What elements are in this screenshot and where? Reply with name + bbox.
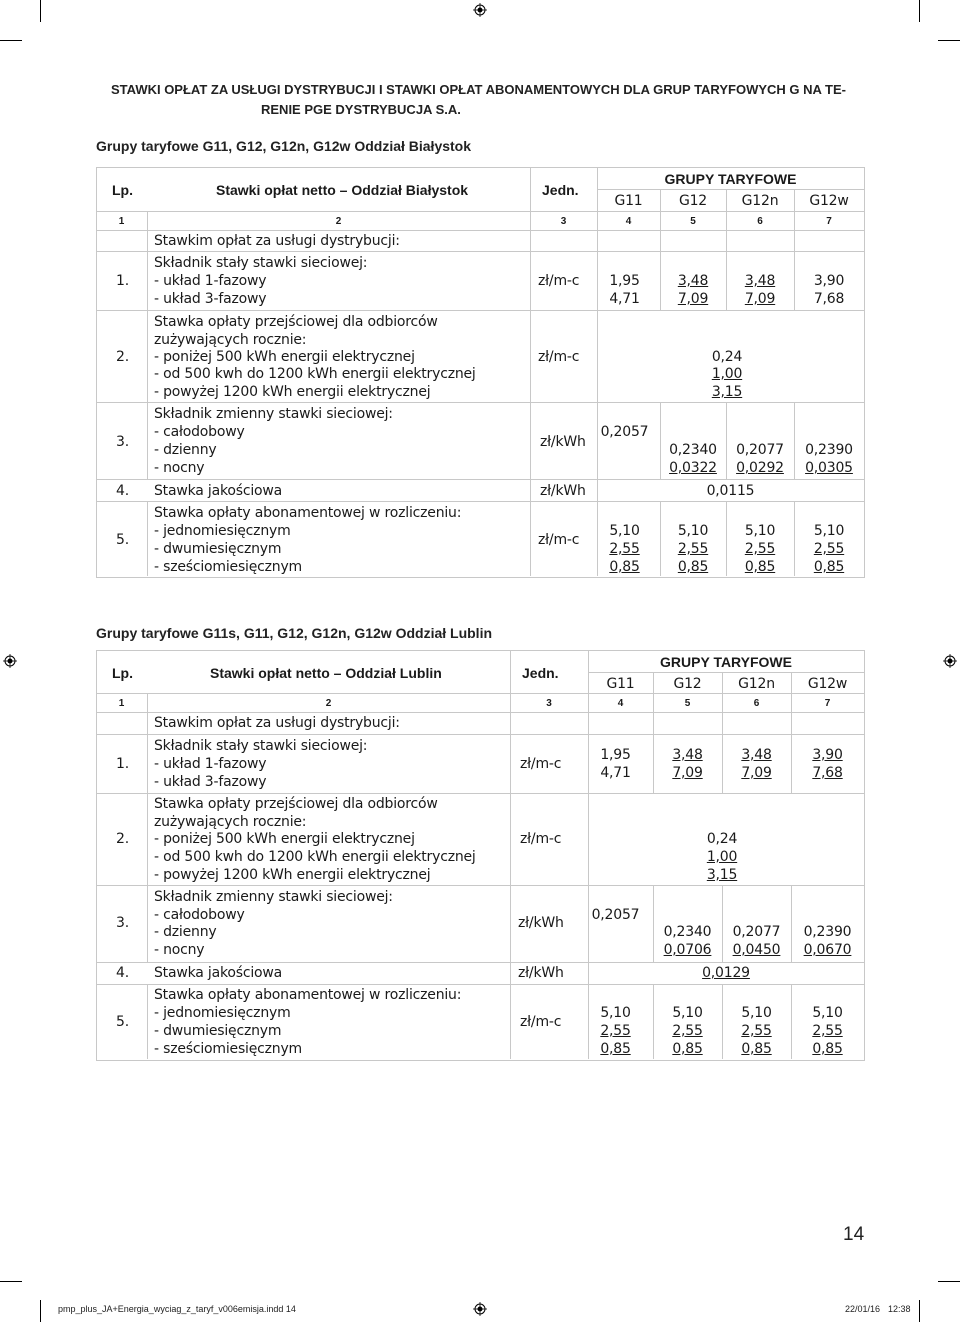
col-number: 5 bbox=[690, 216, 696, 227]
row-label-line: - jednomiesięcznym bbox=[154, 523, 291, 539]
page-title-line-2: RENIE PGE DYSTRYBUCJA S.A. bbox=[261, 102, 461, 117]
header-col-g12n: G12n bbox=[738, 676, 775, 692]
value-cell: 7,68 bbox=[813, 291, 845, 307]
value-cell: 1,00 bbox=[711, 366, 743, 382]
value-cell: 7,09 bbox=[672, 765, 703, 781]
value-cell: 0,0450 bbox=[732, 942, 781, 958]
section-title: Grupy taryfowe G11s, G11, G12, G12n, G12w Oddział Lublin bbox=[96, 625, 493, 641]
crop-mark bbox=[40, 1300, 41, 1322]
row-unit: zł/m-c bbox=[538, 349, 580, 365]
row-label-line: - dwumiesięcznym bbox=[154, 1023, 282, 1039]
header-col-g12: G12 bbox=[678, 193, 708, 209]
value-cell: 3,48 bbox=[741, 747, 772, 763]
header-col-g11: G11 bbox=[606, 676, 635, 692]
header-lp: Lp. bbox=[112, 665, 133, 681]
row-label-line: - układ 1-fazowy bbox=[154, 273, 267, 289]
value-cell: 2,55 bbox=[600, 1023, 631, 1039]
row-lp: 5. bbox=[116, 532, 129, 548]
row-lp: 1. bbox=[116, 273, 129, 289]
header-col-g12w: G12w bbox=[809, 193, 849, 209]
row-lp: 5. bbox=[116, 1014, 129, 1030]
row-unit: zł/kWh bbox=[518, 915, 564, 931]
row-label-line: - sześciomiesięcznym bbox=[154, 1041, 302, 1057]
value-cell: 2,55 bbox=[812, 1023, 843, 1039]
header-unit: Jedn. bbox=[542, 182, 579, 198]
header-unit: Jedn. bbox=[522, 665, 559, 681]
value-cell: 2,55 bbox=[813, 541, 845, 557]
row-label-line: Stawka jakościowa bbox=[154, 483, 283, 499]
value-cell: 5,10 bbox=[677, 523, 709, 539]
row-unit: zł/kWh bbox=[518, 965, 564, 981]
value-cell: 0,85 bbox=[741, 1041, 772, 1057]
value-cell: 0,2390 bbox=[805, 442, 853, 458]
row-label-line: - nocny bbox=[154, 460, 205, 476]
value-cell: 3,90 bbox=[812, 747, 843, 763]
header-groups: GRUPY TARYFOWE bbox=[664, 171, 797, 187]
col-number: 2 bbox=[335, 216, 342, 227]
value-cell: 0,0115 bbox=[706, 483, 755, 499]
value-cell: 4,71 bbox=[609, 291, 640, 307]
value-cell: 2,55 bbox=[672, 1023, 703, 1039]
value-cell: 5,10 bbox=[812, 1005, 843, 1021]
row-label-line: - poniżej 500 kWh energii elektrycznej bbox=[154, 831, 415, 847]
registration-mark-icon bbox=[943, 654, 957, 668]
value-cell: 0,2077 bbox=[732, 924, 781, 940]
row-lp: 3. bbox=[116, 434, 129, 450]
row-unit: zł/kWh bbox=[540, 434, 586, 450]
value-cell: 3,15 bbox=[711, 384, 743, 400]
value-cell: 3,48 bbox=[677, 273, 709, 289]
value-cell: 7,68 bbox=[812, 765, 843, 781]
registration-mark-icon bbox=[473, 3, 487, 17]
footer-time: 12:38 bbox=[888, 1304, 911, 1314]
footer-date: 22/01/16 bbox=[845, 1304, 881, 1314]
header-col-g12n: G12n bbox=[741, 193, 779, 209]
value-cell: 5,10 bbox=[609, 523, 640, 539]
value-cell: 0,0292 bbox=[736, 460, 784, 476]
row-unit: zł/m-c bbox=[538, 273, 580, 289]
row-label-line: - powyżej 1200 kWh energii elektrycznej bbox=[154, 384, 431, 400]
value-cell: 0,85 bbox=[609, 559, 640, 575]
row-label-line: Składnik zmienny stawki sieciowej: bbox=[154, 406, 393, 422]
row-label-line: - od 500 kwh do 1200 kWh energii elektrycznej bbox=[154, 366, 476, 382]
col-number: 2 bbox=[325, 698, 332, 709]
crop-mark bbox=[40, 0, 41, 22]
row-label-line: zużywających rocznie: bbox=[154, 332, 307, 348]
row-unit: zł/m-c bbox=[520, 1014, 562, 1030]
page-title bbox=[111, 80, 871, 120]
row-label-line: - dzienny bbox=[154, 442, 217, 458]
value-cell: 0,85 bbox=[813, 559, 845, 575]
col-number: 5 bbox=[684, 698, 691, 709]
row-label-line: - powyżej 1200 kWh energii elektrycznej bbox=[154, 867, 431, 883]
row-lp: 4. bbox=[116, 483, 129, 499]
row-unit: zł/m-c bbox=[520, 831, 562, 847]
intro-row: Stawkim opłat za usługi dystrybucji: bbox=[154, 715, 400, 731]
row-lp: 2. bbox=[116, 349, 129, 365]
col-number: 6 bbox=[757, 216, 763, 227]
crop-mark bbox=[0, 40, 22, 41]
crop-mark bbox=[0, 1281, 22, 1282]
col-number: 7 bbox=[824, 698, 831, 709]
row-label-line: Stawka opłaty przejściowej dla odbiorców bbox=[154, 314, 438, 330]
row-lp: 4. bbox=[116, 965, 129, 981]
row-label-line: Składnik stały stawki sieciowej: bbox=[154, 738, 368, 754]
value-cell: 0,0129 bbox=[702, 965, 750, 981]
row-unit: zł/m-c bbox=[538, 532, 580, 548]
header-name: Stawki opłat netto – Oddział Białystok bbox=[216, 182, 469, 198]
value-cell: 0,2077 bbox=[736, 442, 784, 458]
row-label-line: Składnik zmienny stawki sieciowej: bbox=[154, 889, 393, 905]
row-label-line: - układ 3-fazowy bbox=[154, 291, 267, 307]
section-title: Grupy taryfowe G11, G12, G12n, G12w Oddział Białystok bbox=[96, 138, 472, 154]
value-cell: 3,48 bbox=[672, 747, 703, 763]
header-groups: GRUPY TARYFOWE bbox=[660, 654, 792, 670]
row-label-line: - całodobowy bbox=[154, 907, 245, 923]
page-title-line-1: STAWKI OPŁAT ZA USŁUGI DYSTRYBUCJI I STAWKI OPŁAT ABONAMENTOWYCH DLA GRUP TARYFOWYCH G NA TE- bbox=[111, 82, 846, 97]
row-label-line: - nocny bbox=[154, 942, 205, 958]
value-cell: 0,2057 bbox=[591, 907, 640, 923]
value-cell: 0,0670 bbox=[803, 942, 852, 958]
value-cell: 0,0305 bbox=[805, 460, 853, 476]
row-label-line: - całodobowy bbox=[154, 424, 245, 440]
header-lp: Lp. bbox=[112, 182, 133, 198]
row-lp: 2. bbox=[116, 831, 129, 847]
crop-mark bbox=[938, 1281, 960, 1282]
header-name: Stawki opłat netto – Oddział Lublin bbox=[210, 665, 442, 681]
value-cell: 2,55 bbox=[741, 1023, 772, 1039]
col-number: 6 bbox=[753, 698, 760, 709]
value-cell: 5,10 bbox=[744, 523, 776, 539]
col-number: 4 bbox=[617, 698, 624, 709]
col-number: 1 bbox=[118, 698, 125, 709]
row-label-line: zużywających rocznie: bbox=[154, 814, 307, 830]
crop-mark bbox=[919, 1300, 920, 1322]
row-unit: zł/m-c bbox=[520, 756, 562, 772]
value-cell: 5,10 bbox=[600, 1005, 631, 1021]
value-cell: 1,00 bbox=[706, 849, 738, 865]
value-cell: 7,09 bbox=[741, 765, 772, 781]
row-label-line: - dzienny bbox=[154, 924, 217, 940]
row-label-line: Stawka opłaty przejściowej dla odbiorców bbox=[154, 796, 438, 812]
value-cell: 7,09 bbox=[677, 291, 709, 307]
value-cell: 2,55 bbox=[677, 541, 709, 557]
page-number: 14 bbox=[843, 1224, 865, 1245]
value-cell: 3,15 bbox=[706, 867, 738, 883]
row-label-line: - jednomiesięcznym bbox=[154, 1005, 291, 1021]
row-label-line: - dwumiesięcznym bbox=[154, 541, 282, 557]
value-cell: 0,2340 bbox=[669, 442, 717, 458]
value-cell: 4,71 bbox=[600, 765, 631, 781]
row-lp: 1. bbox=[116, 756, 129, 772]
value-cell: 7,09 bbox=[744, 291, 776, 307]
intro-row: Stawkim opłat za usługi dystrybucji: bbox=[154, 233, 400, 249]
row-label-line: Stawka jakościowa bbox=[154, 965, 283, 981]
row-label-line: - poniżej 500 kWh energii elektrycznej bbox=[154, 349, 415, 365]
value-cell: 0,0706 bbox=[663, 942, 712, 958]
col-number: 3 bbox=[546, 698, 552, 709]
value-cell: 0,85 bbox=[600, 1041, 631, 1057]
value-cell: 0,24 bbox=[711, 349, 743, 365]
row-lp: 3. bbox=[116, 915, 129, 931]
row-label-line: Stawka opłaty abonamentowej w rozliczeniu: bbox=[154, 505, 462, 521]
footer-file: pmp_plus_JA+Energia_wyciag_z_taryf_v006emisja.indd 14 bbox=[58, 1304, 296, 1314]
col-number: 1 bbox=[118, 216, 125, 227]
col-number: 7 bbox=[826, 216, 832, 227]
value-cell: 1,95 bbox=[609, 273, 640, 289]
value-cell: 3,48 bbox=[744, 273, 776, 289]
value-cell: 0,85 bbox=[677, 559, 709, 575]
registration-mark-icon bbox=[473, 1302, 487, 1316]
row-unit: zł/kWh bbox=[540, 483, 586, 499]
value-cell: 2,55 bbox=[744, 541, 776, 557]
header-col-g12: G12 bbox=[673, 676, 702, 692]
value-cell: 5,10 bbox=[672, 1005, 703, 1021]
row-label-line: Stawka opłaty abonamentowej w rozliczeniu: bbox=[154, 987, 462, 1003]
row-label-line: - sześciomiesięcznym bbox=[154, 559, 302, 575]
value-cell: 5,10 bbox=[741, 1005, 772, 1021]
col-number: 3 bbox=[560, 216, 567, 227]
row-label-line: - układ 3-fazowy bbox=[154, 774, 267, 790]
header-col-g11: G11 bbox=[614, 193, 643, 209]
value-cell: 0,2340 bbox=[663, 924, 712, 940]
value-cell: 0,85 bbox=[672, 1041, 703, 1057]
value-cell: 5,10 bbox=[813, 523, 845, 539]
registration-mark-icon bbox=[3, 654, 17, 668]
value-cell: 2,55 bbox=[609, 541, 640, 557]
value-cell: 0,85 bbox=[812, 1041, 843, 1057]
row-label-line: - układ 1-fazowy bbox=[154, 756, 267, 772]
value-cell: 0,0322 bbox=[669, 460, 717, 476]
crop-mark bbox=[919, 0, 920, 22]
value-cell: 0,2057 bbox=[600, 424, 649, 440]
crop-mark bbox=[938, 40, 960, 41]
value-cell: 3,90 bbox=[813, 273, 845, 289]
value-cell: 0,2390 bbox=[803, 924, 852, 940]
value-cell: 0,85 bbox=[744, 559, 776, 575]
row-label-line: Składnik stały stawki sieciowej: bbox=[154, 255, 368, 271]
col-number: 4 bbox=[625, 216, 632, 227]
value-cell: 0,24 bbox=[706, 831, 738, 847]
row-label-line: - od 500 kwh do 1200 kWh energii elektrycznej bbox=[154, 849, 476, 865]
value-cell: 1,95 bbox=[600, 747, 631, 763]
header-col-g12w: G12w bbox=[807, 676, 848, 692]
